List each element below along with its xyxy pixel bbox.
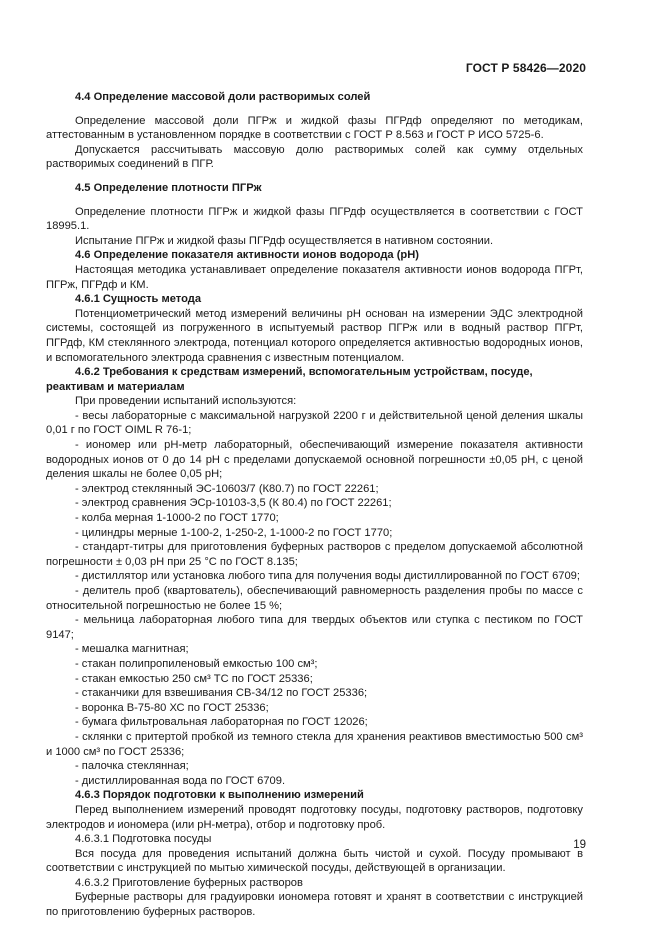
paragraph: Определение массовой доли ПГРж и жидкой фазы ПГРдф определяют по методикам, аттестованным в установленном порядке в соответствии с ГОСТ Р 8.563 и ГОСТ Р ИСО 5725-6. [46, 114, 583, 142]
page-number: 19 [573, 839, 586, 851]
subsection-heading-4-6-3-1: 4.6.3.1 Подготовка посуды [75, 833, 212, 846]
list-item: - стаканчики для взвешивания СВ-34/12 по ГОСТ 25336; [75, 687, 368, 700]
list-item: - электрод стеклянный ЭС-10603/7 (К80.7) по ГОСТ 22261; [75, 482, 379, 495]
list-item: - делитель проб (квартователь), обеспечивающий равномерность разделения пробы по массе с относительной погрешностью не более 15 %; [46, 585, 583, 612]
paragraph: Вся посуда для проведения испытаний должна быть чистой и сухой. Посуду промывают в соответствии с инструкцией по мытью химической посуды, действующей в организации. [46, 847, 583, 875]
list-item: - цилиндры мерные 1-100-2, 1-250-2, 1-1000-2 по ГОСТ 1770; [75, 526, 393, 539]
document-body [46, 90, 583, 920]
section-heading-4-5: 4.5 Определение плотности ПГРж [75, 181, 262, 194]
standard-header: ГОСТ Р 58426—2020 [465, 61, 586, 75]
list-item: - весы лабораторные с максимальной нагрузкой 2200 г и действительной ценой деления шкалы 0,01 г по ГОСТ OIML R 76-1; [46, 409, 583, 437]
paragraph: Настоящая методика устанавливает определение показателя активности ионов водорода ПГРт, ПГРж, ПГРдф и КМ. [46, 263, 583, 291]
list-item: - воронка В-75-80 ХС по ГОСТ 25336; [75, 701, 269, 714]
paragraph: Допускается рассчитывать массовую долю растворимых солей как сумму отдельных растворимых соединений в ПГР. [46, 143, 583, 171]
section-heading-4-4: 4.4 Определение массовой доли растворимых солей [75, 91, 371, 103]
paragraph: Определение плотности ПГРж и жидкой фазы ПГРдф осуществляется в соответствии с ГОСТ 18995.1. [46, 205, 583, 233]
list-item: - дистиллятор или установка любого типа для получения воды дистиллированной по ГОСТ 6709; [75, 570, 580, 583]
list-item: - электрод сравнения ЭСр-10103-3,5 (К 80.4) по ГОСТ 22261; [75, 497, 392, 510]
list-item: - склянки с притертой пробкой из темного стекла для хранения реактивов вместимостью 500 см³ и 1000 см³ по ГОСТ 25336; [46, 730, 583, 758]
subsection-heading-4-6-3-2: 4.6.3.2 Приготовление буферных растворов [75, 876, 303, 889]
list-item: - иономер или рН-метр лабораторный, обеспечивающий измерение показателя активности водородных ионов от 0 до 14 рН с пределами допускаемой основной погрешности ±0,05 рН, с ценой деления шкалы не более 0,05 рН; [46, 439, 583, 481]
section-heading-4-6-1: 4.6.1 Сущность метода [75, 293, 202, 306]
paragraph: Потенциометрический метод измерений величины рН основан на измерении ЭДС электродной системы, состоящей из погруженного в испытуемый раствор ПГРж или в водный раствор ПГРт, ПГРдф, КМ стеклянного электрода, потенциал которого определяется активностью водородных ионов, и вспомогательного электрода сравнения с известным потенциалом. [46, 307, 583, 364]
section-heading-4-6-2: 4.6.2 Требования к средствам измерений, вспомогательным устройствам, посуде, реактивам и материалам [46, 366, 533, 393]
paragraph: Испытание ПГРж и жидкой фазы ПГРдф осуществляется в нативном состоянии. [75, 234, 494, 247]
paragraph: Перед выполнением измерений проводят подготовку посуды, подготовку растворов, подготовку электродов и иономера (или рН-метра), отбор и подготовку проб. [46, 803, 583, 831]
list-item: - бумага фильтровальная лабораторная по ГОСТ 12026; [75, 716, 368, 729]
section-heading-4-6: 4.6 Определение показателя активности ионов водорода (рН) [75, 249, 419, 262]
list-item: - мешалка магнитная; [75, 643, 189, 656]
list-item: - дистиллированная вода по ГОСТ 6709. [75, 774, 286, 787]
list-item: - стакан емкостью 250 см³ ТС по ГОСТ 25336; [75, 672, 313, 685]
list-item: - мельница лабораторная любого типа для твердых объектов или ступка с пестиком по ГОСТ 9147; [46, 614, 583, 641]
list-item: - стандарт-титры для приготовления буферных растворов с пределом допускаемой абсолютной погрешности ± 0,03 рН при 25 °С по ГОСТ 8.135; [46, 541, 583, 568]
section-heading-4-6-3: 4.6.3 Порядок подготовки к выполнению измерений [75, 789, 364, 802]
list-item: - палочка стеклянная; [75, 760, 189, 773]
list-item: - колба мерная 1-1000-2 по ГОСТ 1770; [75, 512, 279, 525]
list-item: - стакан полипропиленовый емкостью 100 см³; [75, 657, 318, 670]
paragraph: Буферные растворы для градуировки иономера готовят и хранят в соответствии с инструкцией по приготовлению буферных растворов. [46, 891, 583, 919]
paragraph: При проведении испытаний используются: [75, 395, 297, 408]
